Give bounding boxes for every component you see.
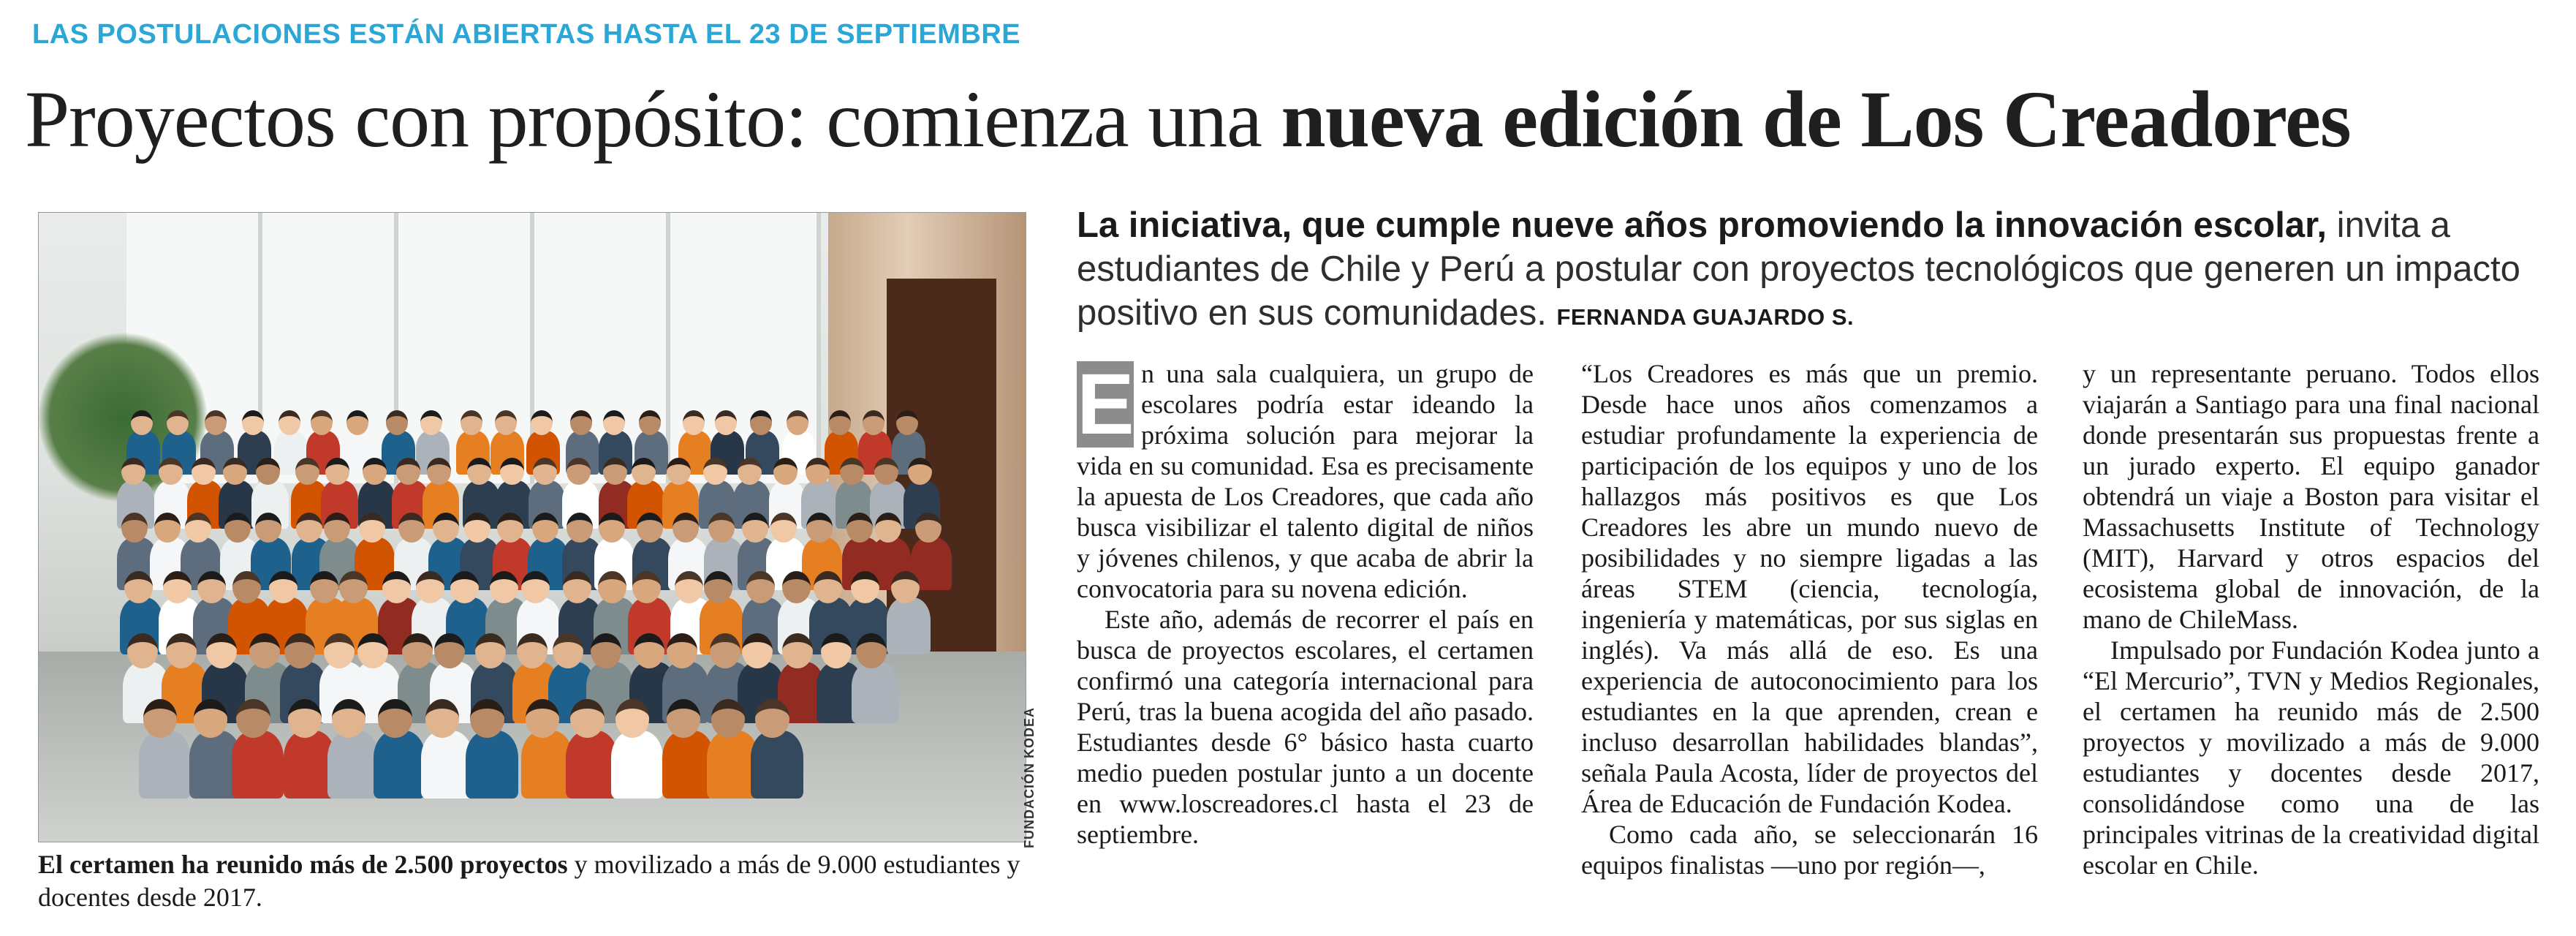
headline-bold: nueva edición de Los Creadores [1281, 75, 2351, 164]
lead-text: invita a estudiantes de Chile y Perú a postular con proyectos tecnológicos que generen un impacto positivo en sus comunidades. [1077, 205, 2520, 333]
caption-bold: El certamen ha reunido más de 2.500 proyectos [38, 850, 568, 879]
group-of-people [112, 396, 952, 805]
section-kicker: LAS POSTULACIONES ESTÁN ABIERTAS HASTA EL 23 DE SEPTIEMBRE [32, 19, 1021, 50]
caption-text: y movilizado a más de 9.000 estudiantes y docentes desde 2017. [38, 850, 1020, 912]
body-column-2 [1581, 358, 2038, 880]
article-photo [38, 212, 1026, 842]
body-paragraph: Este año, además de recorrer el país en busca de proyectos escolares, el certamen confirmó una categoría internacional para Perú, tras la buena acogida del año pasado. Estudiantes desde 6° básico hasta cuarto medio pueden postular junto a un docente en www.loscreadores.cl hasta el 23 de septiembre. [1077, 605, 1534, 849]
lead-summary [1077, 203, 2546, 339]
headline [25, 72, 2561, 167]
photo-credit: FUNDACIÓN KODEA [1022, 707, 1037, 848]
paragraph-text: n una sala cualquiera, un grupo de escolares podría estar ideando la próxima solución para mejorar la vida en su comunidad. Esa es precisamente la apuesta de Los Creadores, que cada año busca visibilizar el talento digital de niños y jóvenes chilenos, y que acaba de abrir la convocatoria para su novena edición. [1077, 359, 1534, 603]
body-column-3 [2083, 358, 2539, 880]
body-paragraph: y un representante peruano. Todos ellos viajarán a Santiago para una final nacional donde presentarán sus propuestas frente a un jurado experto. El equipo ganador obtendrá un viaje a Boston para visitar el Massachusetts Institute of Technology (MIT), Harvard y otros espacios del ecosistema global de innovación, de la mano de ChileMass. [2083, 359, 2539, 634]
body-paragraph: Como cada año, se seleccionarán 16 equipos finalistas —uno por región—, [1581, 820, 2038, 880]
body-column-1 [1077, 358, 1534, 850]
byline: FERNANDA GUAJARDO S. [1556, 304, 1855, 330]
dropcap: E [1077, 356, 1134, 453]
lead-bold: La iniciativa, que cumple nueve años promoviendo la innovación escolar, [1077, 205, 2327, 245]
headline-regular: Proyectos con propósito: comienza una [25, 75, 1281, 164]
body-paragraph: Impulsado por Fundación Kodea junto a “El Mercurio”, TVN y Medios Regionales, el certamen ha reunido más de 2.500 proyectos y movilizado a más de 9.000 estudiantes y docentes desde 2017, consolidándose como una de las principales vitrinas de la creatividad digital escolar en Chile. [2083, 635, 2539, 880]
body-paragraph [1077, 358, 1534, 604]
photo-caption [38, 848, 1032, 914]
body-paragraph: “Los Creadores es más que un premio. Desde hace unos años comenzamos a estudiar profundamente la experiencia de participación de los equipos y uno de los hallazgos más positivos es que Los Creadores les abre un mundo nuevo de posibilidades y no siempre ligadas a las áreas STEM (ciencia, tecnología, ingeniería y matemáticas, por sus siglas en inglés). Va más allá de eso. Es una experiencia de autoconocimiento para los estudiantes en la que aprenden, crean e incluso desarrollan habilidades blandas”, señala Paula Acosta, líder de proyectos del Área de Educación de Fundación Kodea. [1581, 359, 2038, 818]
